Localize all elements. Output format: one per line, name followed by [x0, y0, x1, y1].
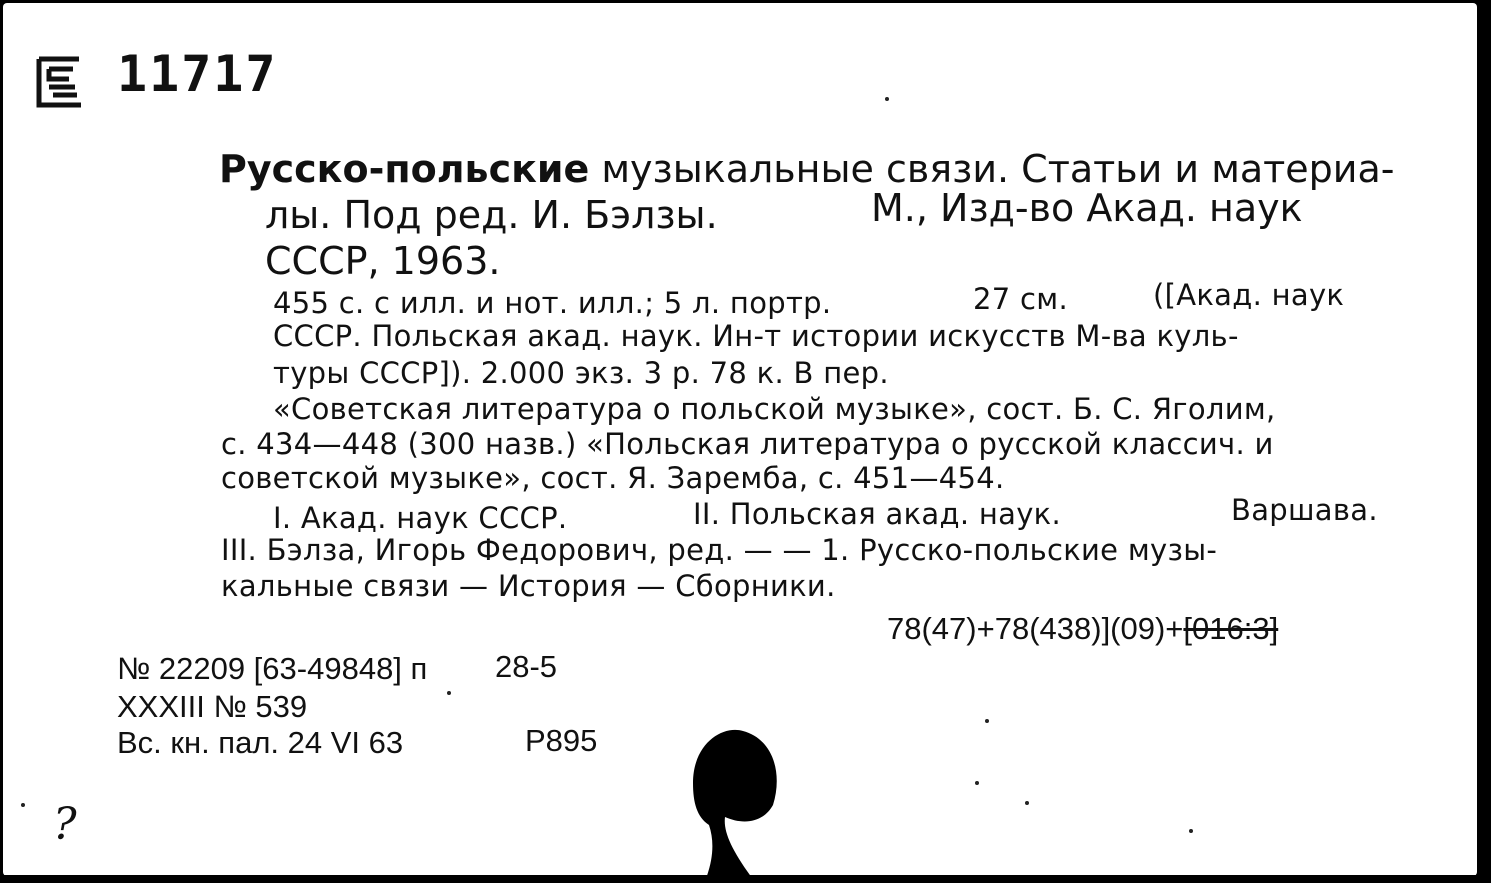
title-line-1 [219, 147, 1395, 191]
classification [887, 611, 1278, 647]
collation-line-3: туры СССР]). 2.000 экз. 3 р. 78 к. В пер. [273, 356, 889, 390]
speck [1025, 801, 1029, 805]
speck [885, 97, 889, 101]
classification-code: 78(47)+78(438)](09)+ [887, 611, 1184, 646]
tracing-line-3: кальные связи — История — Сборники. [221, 569, 836, 603]
footer-code: 28-5 [495, 649, 558, 684]
scan-border-bottom [0, 875, 1491, 883]
tracing-polish-academy: II. Польская акад. наук. [693, 497, 1061, 531]
note-line-1: «Советская литература о польской музыке», сост. Б. С. Яголим, [273, 392, 1276, 426]
footer-price-code: Р895 [525, 723, 598, 758]
collation-line-2: СССР. Польская акад. наук. Ин-т истории искусств М-ва куль- [273, 319, 1239, 353]
speck [1189, 829, 1193, 833]
catalog-card [3, 3, 1477, 876]
note-line-2: с. 434—448 (300 назв.) «Польская литература о русской классич. и [221, 427, 1274, 461]
ink-blot-icon [663, 713, 793, 876]
speck [985, 719, 989, 723]
scan-border-right [1477, 0, 1491, 883]
classification-struck: [016:3] [1183, 611, 1279, 646]
imprint-publisher: М., Изд-во Акад. наук [871, 186, 1303, 230]
title-bold: Русско-польские [219, 147, 590, 191]
tracing-line-2: III. Бэлза, Игорь Федорович, ред. — — 1. Русско-польские музы- [221, 533, 1218, 567]
call-mark-icon [33, 51, 89, 113]
footer-registration: № 22209 [63-49848] п [117, 651, 428, 686]
call-number: 11717 [117, 45, 278, 103]
title-line-2: лы. Под ред. И. Бэлзы. [265, 193, 718, 237]
title-rest: музыкальные связи. Статьи и материа- [601, 147, 1395, 191]
footer-chamber-date: Вс. кн. пал. 24 VI 63 [117, 725, 404, 760]
tracing-warsaw: Варшава. [1231, 493, 1378, 527]
note-line-3: советской музыке», сост. Я. Заремба, с. 451—454. [221, 461, 1005, 495]
imprint-year: СССР, 1963. [265, 239, 501, 283]
speck [447, 691, 451, 695]
collation-size: 27 см. [973, 282, 1068, 316]
speck [975, 781, 979, 785]
footer-series-number: XXXIII № 539 [117, 689, 308, 724]
collation-pages: 455 с. с илл. и нот. илл.; 5 л. портр. [273, 286, 832, 320]
tracing-academy-ussr: I. Акад. наук СССР. [273, 501, 568, 535]
handwritten-question-mark: ? [53, 799, 77, 850]
speck [21, 803, 25, 807]
collation-series-start: ([Акад. наук [1153, 278, 1345, 312]
